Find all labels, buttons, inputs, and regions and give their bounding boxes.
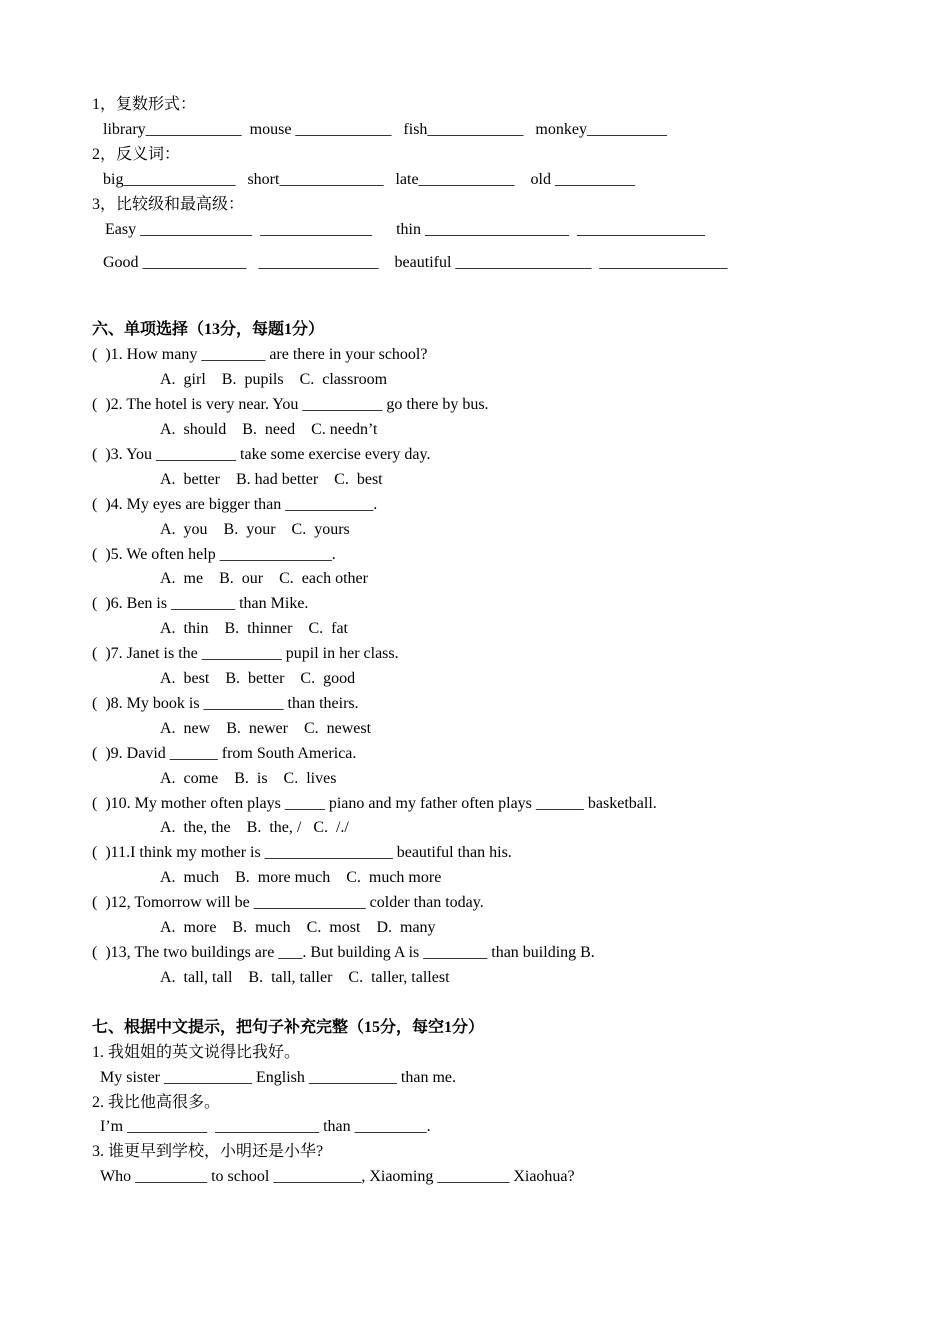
- part1-plural-label: 1，复数形式：: [92, 96, 197, 113]
- question-11: ( )11.I think my mother is ________________ beautiful than his.: [92, 844, 512, 862]
- part1-plural-blanks: library____________ mouse ____________ fish____________ monkey__________: [103, 120, 667, 138]
- part3-comparative-blanks-2: Good _____________ _______________ beautiful _________________ ________________: [103, 254, 728, 272]
- question-11-options: A. much B. more much C. much more: [160, 869, 442, 887]
- question-9-options: A. come B. is C. lives: [160, 769, 337, 787]
- question-2: ( )2. The hotel is very near. You __________ go there by bus.: [92, 396, 489, 414]
- question-10: ( )10. My mother often plays _____ piano and my father often plays ______ basketball.: [92, 794, 657, 812]
- question-2-options: A. should B. need C. needn’t: [160, 420, 378, 438]
- section7-item-3-prompt: 3. 谁更早到学校，小明还是小华?: [92, 1143, 324, 1161]
- part2-antonym-label: 2，反义词：: [92, 145, 181, 163]
- question-3: ( )3. You __________ take some exercise every day.: [92, 445, 431, 463]
- question-7: ( )7. Janet is the __________ pupil in her class.: [92, 645, 399, 663]
- question-12: ( )12, Tomorrow will be ______________ colder than today.: [92, 894, 484, 912]
- section6-heading: 六、单项选择（13分，每题1分）: [92, 321, 325, 339]
- question-7-options: A. best B. better C. good: [160, 670, 356, 688]
- section7-item-1-blanks: My sister ___________ English ___________ than me.: [100, 1068, 456, 1086]
- question-4: ( )4. My eyes are bigger than ___________.: [92, 495, 378, 513]
- question-8-options: A. new B. newer C. newest: [160, 719, 372, 737]
- question-1: ( )1. How many ________ are there in your school?: [92, 346, 428, 364]
- question-4-options: A. you B. your C. yours: [160, 520, 350, 538]
- section7-item-2-prompt: 2. 我比他高很多。: [92, 1093, 221, 1111]
- question-1-options: A. girl B. pupils C. classroom: [160, 371, 388, 389]
- question-13-options: A. tall, tall B. tall, taller C. taller, tallest: [160, 968, 450, 986]
- question-12-options: A. more B. much C. most D. many: [160, 919, 436, 937]
- question-13: ( )13, The two buildings are ___. But building A is ________ than building B.: [92, 944, 595, 961]
- part2-antonym-blanks: big______________ short_____________ late____________ old __________: [103, 170, 635, 188]
- question-5: ( )5. We often help ______________.: [92, 545, 336, 563]
- part3-comparative-blanks-1: Easy ______________ ______________ thin __________________ ________________: [105, 220, 705, 238]
- question-8: ( )8. My book is __________ than theirs.: [92, 694, 359, 712]
- part3-comparative-label: 3，比较级和最高级：: [92, 195, 245, 213]
- section7-item-3-blanks: Who _________ to school ___________, Xiaoming _________ Xiaohua?: [100, 1168, 575, 1186]
- document-body: [92, 93, 894, 1190]
- question-10-options: A. the, the B. the, / C. /./: [160, 819, 349, 837]
- section7-item-2-blanks: I’m __________ _____________ than _________.: [100, 1118, 431, 1136]
- section7-heading: 七、根据中文提示，把句子补充完整（15分，每空1分）: [92, 1018, 485, 1036]
- question-6-options: A. thin B. thinner C. fat: [160, 620, 348, 638]
- question-3-options: A. better B. had better C. best: [160, 470, 383, 488]
- section7-item-1-prompt: 1. 我姐姐的英文说得比我好。: [92, 1043, 301, 1061]
- question-5-options: A. me B. our C. each other: [160, 570, 368, 588]
- question-9: ( )9. David ______ from South America.: [92, 744, 357, 762]
- question-6: ( )6. Ben is ________ than Mike.: [92, 595, 309, 613]
